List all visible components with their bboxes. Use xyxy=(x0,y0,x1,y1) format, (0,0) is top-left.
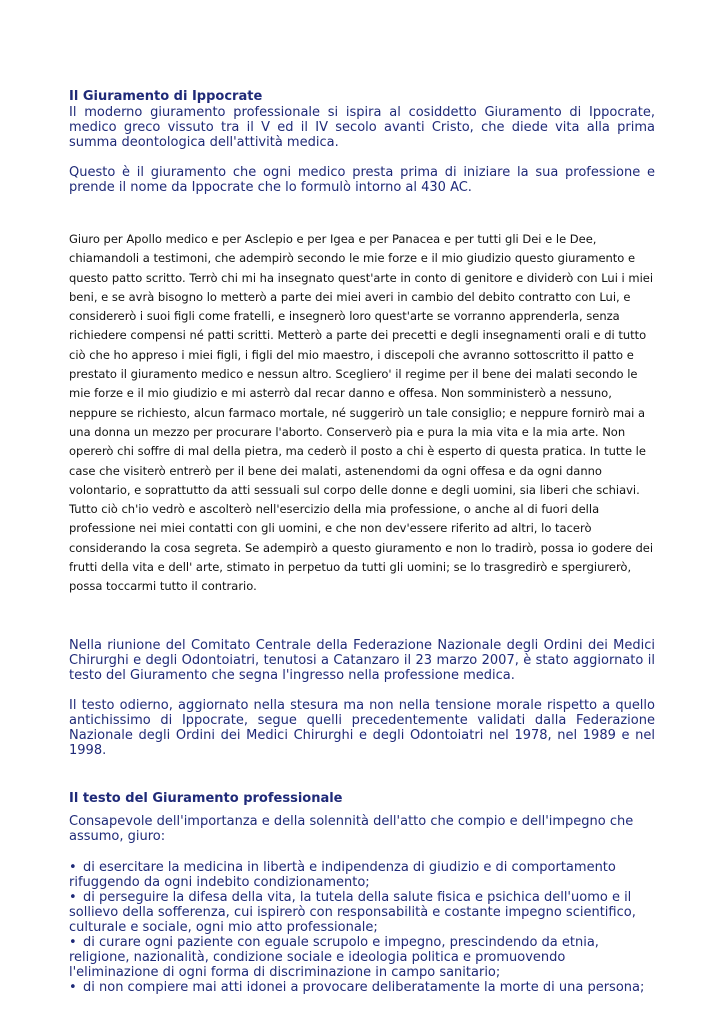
intro-paragraph-1: Il moderno giuramento professionale si ispira al cosiddetto Giuramento di Ippocrate, medico greco vissuto tra il V ed il IV secolo avanti Cristo, che diede vita alla prima summa deontologica dell'attività medica. xyxy=(69,105,655,150)
list-item-text: di perseguire la difesa della vita, la tutela della salute fisica e psichica dell'uomo e il sollievo della sofferenza, cui ispirerò con responsabilità e costante impegno scientifico, culturale e sociale, ogni mio atto professionale; xyxy=(69,889,636,935)
document-page xyxy=(69,86,655,995)
professional-oath-lead: Consapevole dell'importanza e della solennità dell'atto che compio e dell'impegno che assumo, giuro: xyxy=(69,813,634,844)
document-title: Il Giuramento di Ippocrate xyxy=(69,89,263,104)
bullet-icon: • xyxy=(69,934,77,950)
list-item-text: di curare ogni paziente con eguale scrupolo e impegno, prescindendo da etnia, religione, nazionalità, condizione sociale e ideologia politica e promuovendo l'eliminazione di ogni forma di discriminazione in campo sanitario; xyxy=(69,934,599,980)
bullet-icon: • xyxy=(69,859,77,875)
list-item-text: di non compiere mai atti idonei a provocare deliberatamente la morte di una persona; xyxy=(83,979,645,995)
bullet-icon: • xyxy=(69,889,77,905)
hippocratic-oath-text: Giuro per Apollo medico e per Asclepio e per Igea e per Panacea e per tutti gli Dei e le Dee, chiamandoli a testimoni, che adempirò secondo le mie forze e il mio giudizio questo giuramento e questo patto scritto. Terrò chi mi ha insegnato quest'arte in conto di genitore e dividerò con Lui i miei beni, e se avrà bisogno lo metterò a parte dei miei averi in cambio del debito contratto con Lui, e considererò i suoi figli come fratelli, e insegnerò loro quest'arte se vorranno apprenderla, senza richiedere compensi né patti scritti. Metterò a parte dei precetti e degli insegnamenti orali e di tutto ciò che ho appreso i miei figli, i figli del mio maestro, i discepoli che avranno sottoscritto il patto e prestato il giuramento medico e nessun altro. Scegliero' il regime per il bene dei malati secondo le mie forze e il mio giudizio e mi asterrò dal recar danno e offesa. Non somministerò a nessuno, neppure se richiesto, alcun farmaco mortale, né suggerirò un tale consiglio; e neppure fornirò mai a una donna un mezzo per procurare l'aborto. Conserverò pia e pura la mia vita e la mia arte. Non opererò chi soffre di mal della pietra, ma cederò il posto a chi è esperto di questa pratica. In tutte le case che visiterò entrerò per il bene dei malati, astenendomi da ogni offesa e da ogni danno volontario, e soprattutto da atti sessuali sul corpo delle donne e degli uomini, sia liberi che schiavi. Tutto ciò ch'io vedrò e ascolterò nell'esercizio della mia professione, o anche al di fuori della professione nei miei contatti con gli uomini, e che non dev'essere riferito ad altri, lo tacerò considerando la cosa segreta. Se adempirò a questo giuramento e non lo tradirò, possa io godere dei frutti della vita e dell' arte, stimato in perpetuo da tutti gli uomini; se lo trasgredirò e spergiurerò, possa toccarmi tutto il contrario. xyxy=(69,232,654,594)
update-paragraph-2: Il testo odierno, aggiornato nella stesura ma non nella tensione morale rispetto a quello antichissimo di Ippocrate, segue quelli precedentemente validati dalla Federazione Nazionale degli Ordini dei Medici Chirurghi e degli Odontoiatri nel 1978, nel 1989 e nel 1998. xyxy=(69,697,655,758)
professional-oath-heading: Il testo del Giuramento professionale xyxy=(69,790,343,806)
list-item-text: di esercitare la medicina in libertà e indipendenza di giudizio e di comportamento rifuggendo da ogni indebito condizionamento; xyxy=(69,859,616,890)
list-item xyxy=(69,980,655,995)
list-item xyxy=(69,890,655,935)
list-item xyxy=(69,935,655,980)
bullet-icon: • xyxy=(69,979,77,995)
oath-commitments-list xyxy=(69,860,655,995)
intro-paragraph-2: Questo è il giuramento che ogni medico presta prima di iniziare la sua professione e prende il nome da Ippocrate che lo formulò intorno al 430 AC. xyxy=(69,165,655,195)
list-item xyxy=(69,860,655,890)
update-paragraph-1: Nella riunione del Comitato Centrale della Federazione Nazionale degli Ordini dei Medici Chirurghi e degli Odontoiatri, tenutosi a Catanzaro il 23 marzo 2007, è stato aggiornato il testo del Giuramento che segna l'ingresso nella professione medica. xyxy=(69,637,655,683)
